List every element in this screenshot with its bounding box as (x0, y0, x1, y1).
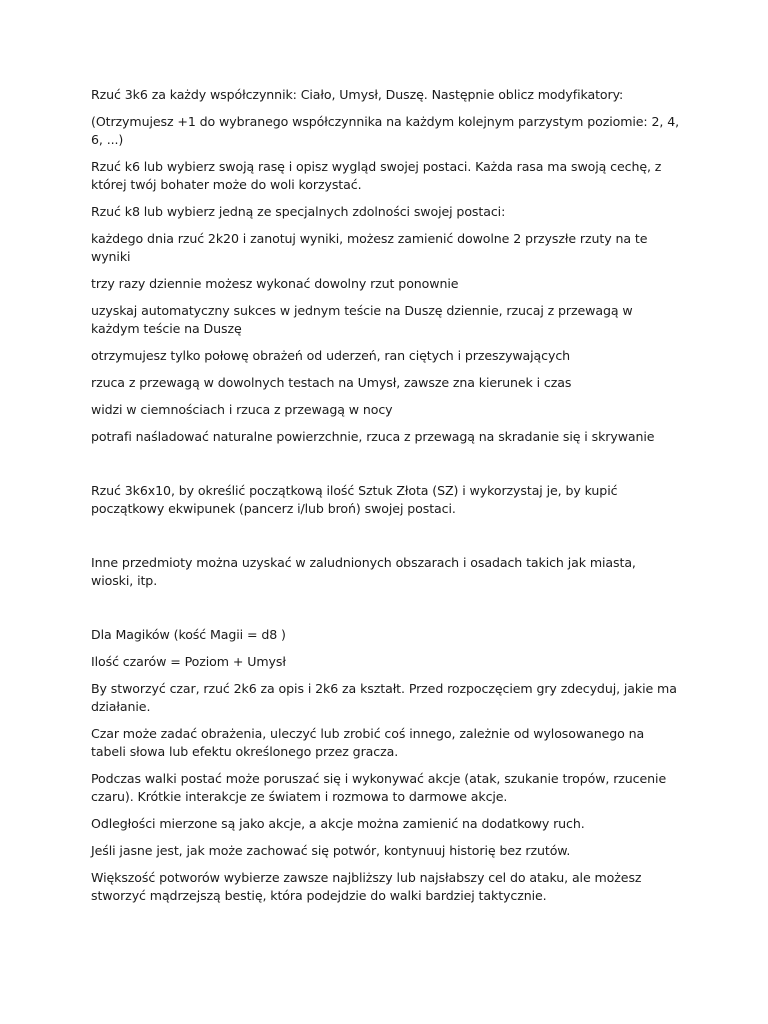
paragraph-gold: Rzuć 3k6x10, by określić początkową ilość Sztuk Złota (SZ) i wykorzystaj je, by kupić początkowy ekwipunek (pancerz i/lub broń) swojej postaci. (91, 483, 618, 516)
paragraph-other-items: Inne przedmioty można uzyskać w zaludnionych obszarach i osadach takich jak miasta, wioski, itp. (91, 555, 636, 588)
ability-item-5: rzuca z przewagą w dowolnych testach na Umysł, zawsze zna kierunek i czas (91, 375, 572, 390)
paragraph-distances: Odległości mierzone są jako akcje, a akcje można zamienić na dodatkowy ruch. (91, 816, 585, 831)
paragraph-monster-targets: Większość potworów wybierze zawsze najbliższy lub najsłabszy cel do ataku, ale możesz stworzyć mądrzejszą bestię, która podejdzie do walki bardziej taktycznie. (91, 870, 642, 903)
paragraph-attributes-roll: Rzuć 3k6 za każdy współczynnik: Ciało, Umysł, Duszę. Następnie oblicz modyfikatory: (91, 87, 624, 102)
ability-item-7: potrafi naśladować naturalne powierzchnie, rzuca z przewagą na skradanie się i skrywanie (91, 429, 655, 444)
paragraph-special-ability: Rzuć k8 lub wybierz jedną ze specjalnych zdolności swojej postaci: (91, 204, 506, 219)
ability-item-4: otrzymujesz tylko połowę obrażeń od uderzeń, ran ciętych i przeszywających (91, 348, 571, 363)
paragraph-magic-die: Dla Magików (kość Magii = d8 ) (91, 627, 286, 642)
paragraph-spell-count: Ilość czarów = Poziom + Umysł (91, 654, 286, 669)
document-body (91, 86, 681, 914)
paragraph-level-bonus: (Otrzymujesz +1 do wybranego współczynnika na każdym kolejnym parzystym poziomie: 2, 4, 6, ...) (91, 114, 680, 147)
ability-item-2: trzy razy dziennie możesz wykonać dowolny rzut ponownie (91, 276, 459, 291)
paragraph-spell-effect: Czar może zadać obrażenia, uleczyć lub zrobić coś innego, zależnie od wylosowanego na tabeli słowa lub efektu określonego przez gracza. (91, 726, 645, 759)
paragraph-combat: Podczas walki postać może poruszać się i wykonywać akcje (atak, szukanie tropów, rzucenie czaru). Krótkie interakcje ze światem i rozmowa to darmowe akcje. (91, 771, 667, 804)
ability-item-6: widzi w ciemnościach i rzuca z przewagą w nocy (91, 402, 393, 417)
paragraph-monster-behavior: Jeśli jasne jest, jak może zachować się potwór, kontynuuj historię bez rzutów. (91, 843, 571, 858)
ability-item-3: uzyskaj automatyczny sukces w jednym teście na Duszę dziennie, rzucaj z przewagą w każdym teście na Duszę (91, 303, 633, 336)
paragraph-race: Rzuć k6 lub wybierz swoją rasę i opisz wygląd swojej postaci. Każda rasa ma swoją cechę, z której twój bohater może do woli korzystać. (91, 159, 662, 192)
ability-item-1: każdego dnia rzuć 2k20 i zanotuj wyniki, możesz zamienić dowolne 2 przyszłe rzuty na te wyniki (91, 231, 648, 264)
paragraph-spell-creation: By stworzyć czar, rzuć 2k6 za opis i 2k6 za kształt. Przed rozpoczęciem gry zdecyduj, jakie ma działanie. (91, 681, 677, 714)
